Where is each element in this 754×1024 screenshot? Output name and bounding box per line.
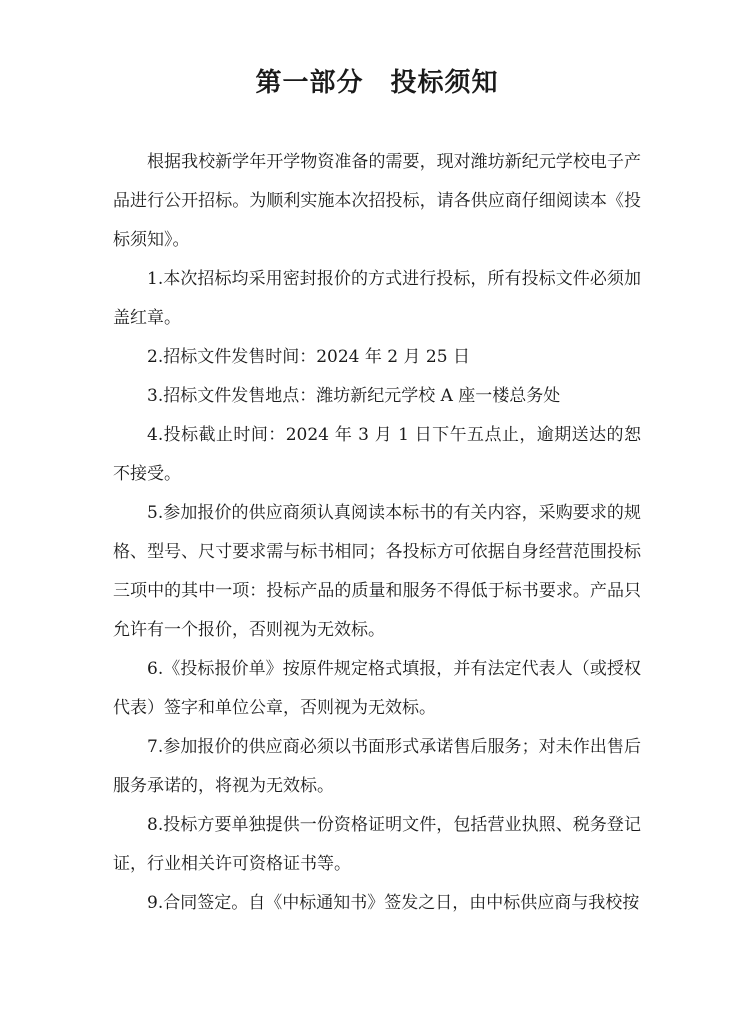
paragraph-item-7: 7.参加报价的供应商必须以书面形式承诺售后服务；对未作出售后服务承诺的，将视为无效标。: [113, 737, 641, 796]
paragraph-item-6: 6.《投标报价单》按原件规定格式填报，并有法定代表人（或授权代表）签字和单位公章，否则视为无效标。: [113, 659, 641, 718]
paragraph-item-4: 4.投标截止时间：2024 年 3 月 1 日下午五点止，逾期送达的恕不接受。: [113, 425, 641, 484]
paragraph-intro: 根据我校新学年开学物资准备的需要，现对潍坊新纪元学校电子产品进行公开招标。为顺利实施本次招投标，请各供应商仔细阅读本《投标须知》。: [113, 152, 641, 250]
paragraph-item-9: 9.合同签定。自《中标通知书》签发之日，由中标供应商与我校按: [147, 893, 640, 913]
paragraph-item-2: 2.招标文件发售时间：2024 年 2 月 25 日: [147, 347, 470, 367]
paragraph-item-8: 8.投标方要单独提供一份资格证明文件，包括营业执照、税务登记证，行业相关许可资格证书等。: [113, 815, 641, 874]
page-title: 第一部分 投标须知: [255, 68, 499, 98]
paragraph-item-5: 5.参加报价的供应商须认真阅读本标书的有关内容，采购要求的规格、型号、尺寸要求需与标书相同；各投标方可依据自身经营范围投标三项中的其中一项：投标产品的质量和服务不得低于标书要求。产品只允许有一个报价，否则视为无效标。: [113, 503, 641, 640]
document-body: [113, 143, 641, 923]
paragraph-item-3: 3.招标文件发售地点：潍坊新纪元学校 A 座一楼总务处: [147, 386, 561, 406]
paragraph-item-1: 1.本次招标均采用密封报价的方式进行投标，所有投标文件必须加盖红章。: [113, 269, 641, 328]
